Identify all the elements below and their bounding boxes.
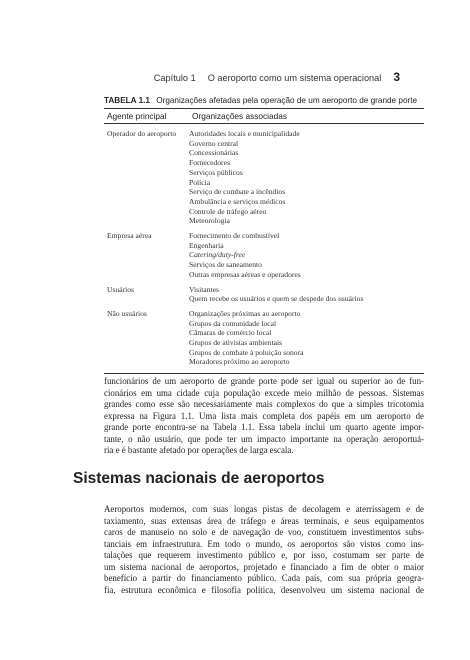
organizations-cell [189,285,424,304]
text-line: grandes como esse são necessariamente mais complexos do que a simples tricotomia [104,399,424,409]
chapter-title: O aeroporto como um sistema operacional [207,73,382,83]
text-line: funcionários de um aeroporto de grande porte pode ser igual ou superior ao de fun- [104,376,424,386]
org-item: Serviços públicos [189,167,243,177]
org-item: Catering/duty-free [189,250,246,260]
agent-cell: Empresa aérea [107,231,152,241]
table-label: TABELA 1.1 [104,96,150,105]
body-paragraph [104,376,424,457]
text-line: expressa na Figura 1.1. Uma lista mais completa dos papéis em um aeroporto de [104,410,424,421]
text-line: benefício a partir do financiamento público. Cada país, com sua própria geogra- [104,573,424,583]
org-item: Quem recebe os usuários e quem se despede dos usuários [189,294,364,304]
organizations-cell [189,309,424,367]
org-item: Serviço de combate a incêndios [189,187,286,197]
text-line: cionários em uma cidade cuja população excede meio milhão de pessoas. Sistemas [104,387,424,398]
text-line: caros de manuseio no solo e de navegação de voo, constituem investimentos subs- [104,527,424,537]
organizations-cell [189,231,424,280]
org-item: Grupos de ativistas ambientais [189,338,283,348]
agent-cell: Não usuários [107,308,147,318]
org-item: Organizações próximas ao aeroporto [189,308,301,318]
text-line: talações que requerem investimento público e, por isso, costumam ser parte de [104,550,424,560]
org-item: Outras empresas aéreas e operadores [189,269,301,279]
text-line: taxiamento, suas extensas área de tráfego e áreas terminais, e seus equipamentos [104,515,424,526]
table-bottom-rule [104,373,424,374]
org-item: Autoridades locais e municipalidade [189,129,300,138]
org-item: Controle de tráfego aéreo [189,206,267,216]
org-item: Meteorologia [189,216,230,226]
table-caption [104,96,424,105]
org-item: Grupos de combate à poluição sonora [189,347,304,357]
table-row [104,285,424,304]
text-line: grande porte encontra-se na Tabela 1.1. Essa tabela inclui um quarto agente impor- [104,422,424,432]
section-heading: Sistemas nacionais de aeroportos [73,470,325,487]
org-item: Grupos da comunidade local [189,318,277,328]
column-header-organizations: Organizações associadas [192,111,288,121]
table-caption-text: Organizações afetadas pela operação de um aeroporto de grande porte [156,96,418,105]
org-item: Serviços de saneamento [189,260,262,270]
org-item: Ambulância e serviços médicos [189,196,286,206]
agent-cell: Operador do aeroporto [107,129,177,138]
text-line: tante, o não usuário, que pode ter um impacto importante na operação aeroportuá- [104,433,424,444]
org-item: Concessionárias [189,148,239,158]
org-item: Engenharia [189,240,224,250]
body-paragraph [104,504,424,596]
chapter-label: Capítulo 1 [153,73,196,83]
column-header-agent: Agente principal [107,111,167,121]
table-row [104,309,424,367]
org-item: Governo central [189,138,239,148]
org-item: Moradores próximo ao aeroporto [189,357,290,367]
text-line: tanciais em infraestrutura. Em todo o mundo, os aeroportos são vistos como ins- [104,538,424,549]
organizations-table [104,108,424,374]
org-item: Câmaras de comércio local [189,328,272,338]
org-item: Polícia [189,177,211,187]
agent-cell: Usuários [107,284,134,294]
table-row [104,129,424,226]
text-line: ria e é bastante afetado por operações de larga escala. [104,445,294,455]
org-item: Fornecedores [189,158,230,168]
organizations-cell [189,129,424,226]
text-line: um sistema nacional de aeroportos, projetado e financiado a fim de obter o maior [104,561,424,572]
org-item: Fornecimento de combustível [189,231,280,241]
text-line: Aeroportos modernos, com suas longas pistas de decolagem e aterrissagem e de [104,504,424,514]
text-line: fia, estrutura econômica e filosofia política, desenvolveu um sistema nacional de [104,584,424,595]
org-item: Visitantes [189,284,219,294]
table-row [104,231,424,280]
running-head [154,70,400,84]
page-number: 3 [393,70,400,84]
table-header-row [104,109,424,123]
